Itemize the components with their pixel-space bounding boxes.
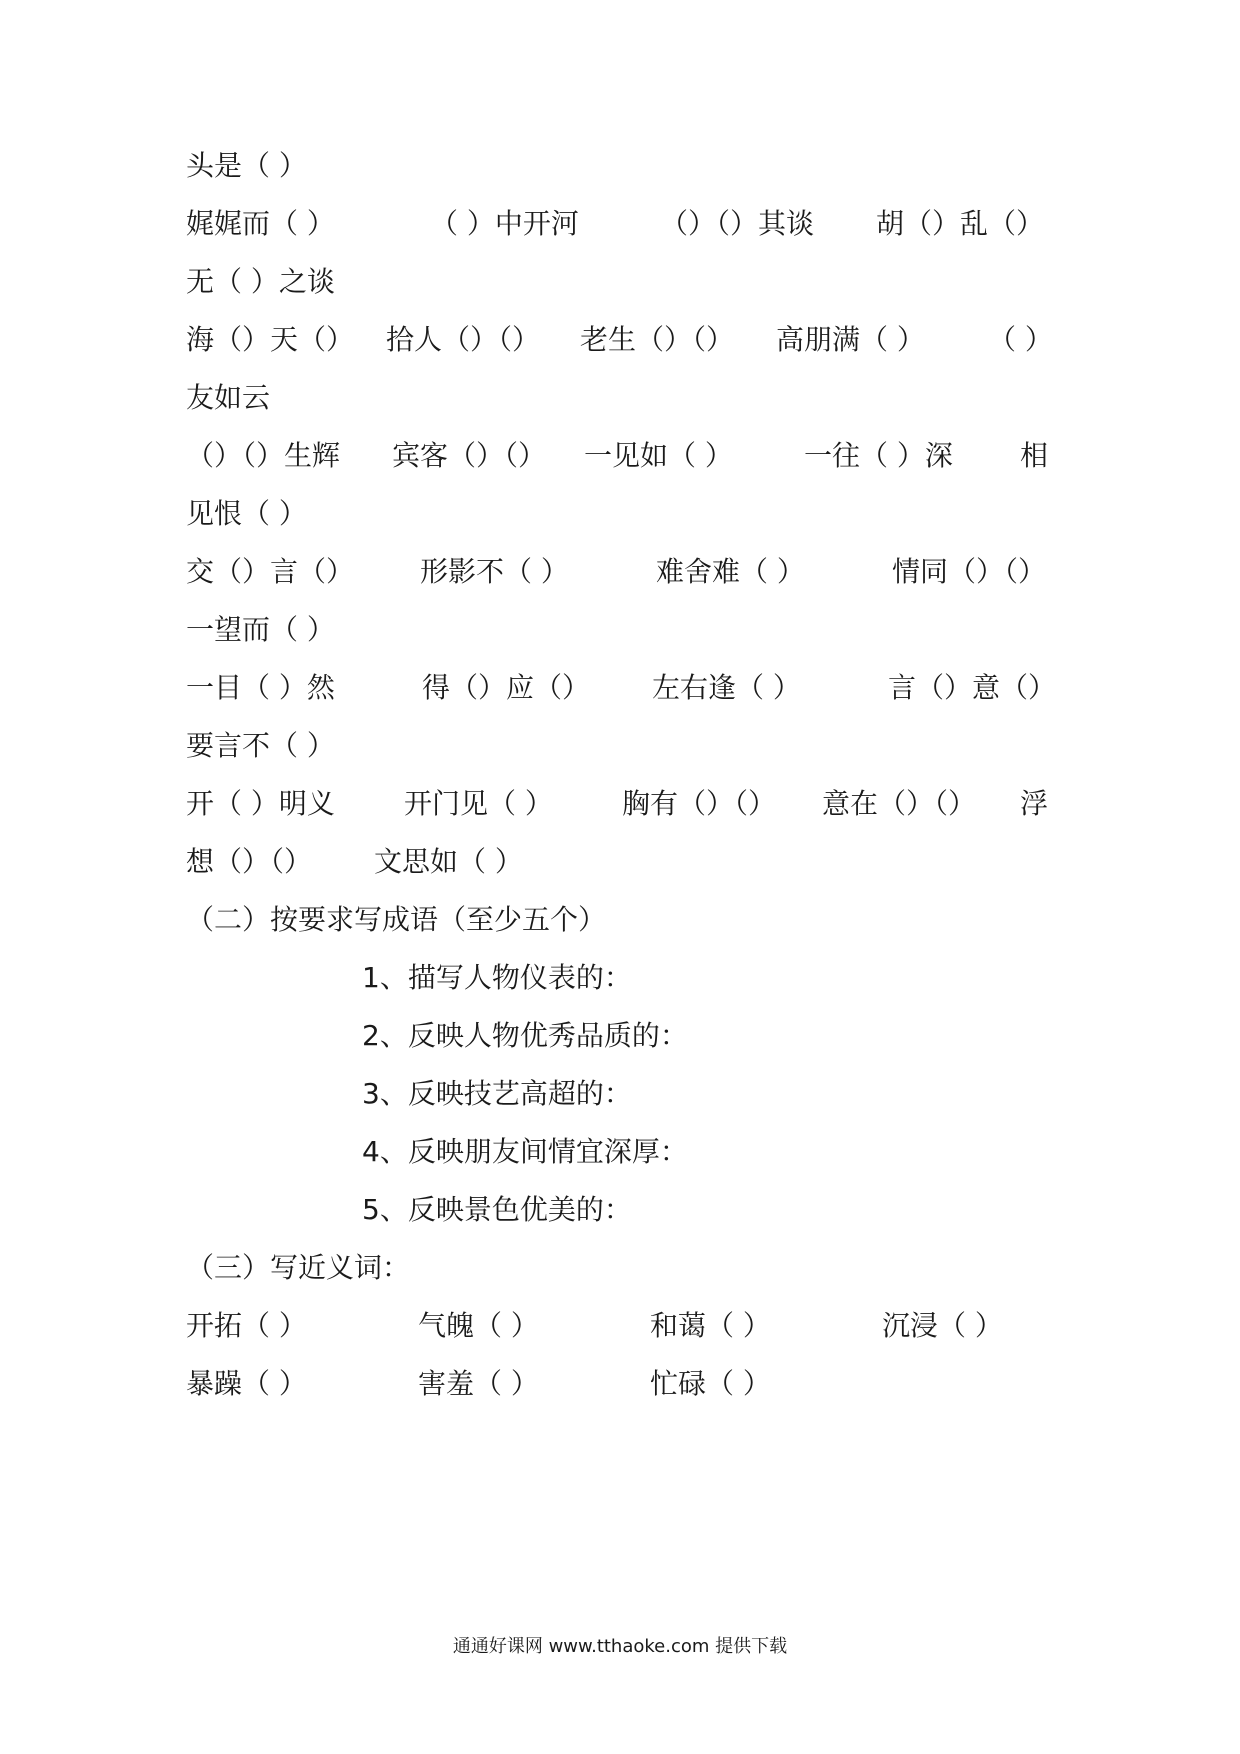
idiom-blank: 胡（）乱（）: [876, 207, 1045, 240]
task-text: 2、反映人物优秀品质的：: [362, 1019, 688, 1052]
idiom-blank: 要言不（ ）: [186, 729, 335, 762]
idiom-blank: 情同（）（）: [892, 555, 1047, 588]
synonym-blank: 气魄（ ）: [418, 1309, 539, 1342]
synonym-blank: 开拓（ ）: [186, 1309, 307, 1342]
idiom-blank: 想（）（）: [186, 845, 313, 878]
synonym-blank: 忙碌（ ）: [650, 1367, 771, 1400]
idiom-blank: 开（ ）明义: [186, 787, 335, 820]
synonym-blank: 暴躁（ ）: [186, 1367, 307, 1400]
synonym-blank: 害羞（ ）: [418, 1367, 539, 1400]
idiom-blank: 得（）应（）: [422, 671, 591, 704]
idiom-blank: 一见如（ ）: [584, 439, 733, 472]
idiom-blank: 文思如（ ）: [374, 845, 523, 878]
idiom-blank: （）（）其谈: [660, 207, 815, 240]
idiom-blank: 左右逢（ ）: [652, 671, 801, 704]
idiom-blank: （）（）生辉: [186, 439, 341, 472]
idiom-blank: 胸有（）（）: [622, 787, 777, 820]
idiom-blank: 高朋满（ ）: [776, 323, 925, 356]
idiom-blank: 开门见（ ）: [404, 787, 553, 820]
task-text: 1、描写人物仪表的：: [362, 961, 632, 994]
idiom-blank: 言（）意（）: [888, 671, 1057, 704]
idiom-blank: 难舍难（ ）: [656, 555, 805, 588]
idiom-blank: 娓娓而（ ）: [186, 207, 335, 240]
idiom-blank: 老生（）（）: [580, 323, 735, 356]
section-title: （三）写近义词：: [186, 1251, 411, 1284]
task-text: 4、反映朋友间情宜深厚：: [362, 1135, 688, 1168]
idiom-blank: 交（）言（）: [186, 555, 355, 588]
idiom-text: 浮: [1020, 787, 1049, 820]
idiom-blank: 见恨（ ）: [186, 497, 307, 530]
page-footer: 通通好课网 www.tthaoke.com 提供下载: [452, 1636, 788, 1657]
idiom-blank: 一目（ ）然: [186, 671, 335, 704]
idiom-blank: 形影不（ ）: [420, 555, 569, 588]
task-text: 3、反映技艺高超的：: [362, 1077, 632, 1110]
idiom-text: 相: [1020, 439, 1049, 472]
idiom-blank: 无（ ）之谈: [186, 265, 335, 298]
idiom-blank: （ ）中开河: [430, 207, 579, 240]
idiom-blank: 一望而（ ）: [186, 613, 335, 646]
synonym-blank: 沉浸（ ）: [882, 1309, 1003, 1342]
idiom-blank: 意在（）（）: [822, 787, 977, 820]
section-title: （二）按要求写成语（至少五个）: [186, 903, 607, 936]
idiom-blank: 宾客（）（）: [392, 439, 547, 472]
idiom-blank: 海（）天（）: [186, 323, 355, 356]
synonym-blank: 和蔼（ ）: [650, 1309, 771, 1342]
idiom-blank: 头是（ ）: [186, 149, 307, 182]
idiom-blank: 拾人（）（）: [386, 323, 541, 356]
idiom-blank: 一往（ ）深: [804, 439, 953, 472]
idiom-text: 友如云: [186, 381, 271, 414]
idiom-blank: （ ）: [988, 323, 1053, 356]
task-text: 5、反映景色优美的：: [362, 1193, 632, 1226]
